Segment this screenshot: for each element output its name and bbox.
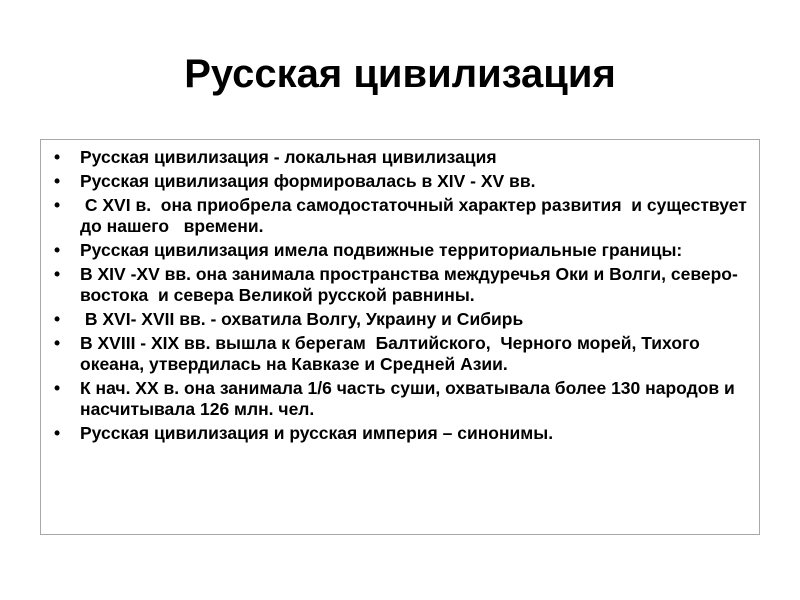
bullet-item [41,378,759,420]
bullet-icon: • [54,333,61,353]
bullet-icon: • [54,195,61,215]
bullet-text: В XVI- XVII вв. - охватила Волгу, Украину и Сибирь [80,309,524,329]
bullet-list [41,140,759,444]
bullet-item [41,147,759,168]
bullet-icon: • [54,423,61,443]
bullet-item [41,195,759,237]
bullet-icon: • [54,264,61,284]
bullet-text: В XVIII - XIX вв. вышла к берегам Балтийского, Черного морей, Тихого океана, утвердилась на Кавказе и Средней Азии. [80,333,705,374]
bullet-icon: • [54,309,61,329]
bullet-item [41,171,759,192]
bullet-item [41,240,759,261]
bullet-text: Русская цивилизация - локальная цивилизация [80,147,497,167]
bullet-icon: • [54,240,61,260]
bullet-text: Русская цивилизация и русская империя – синонимы. [80,423,554,443]
bullet-text: С XVI в. она приобрела самодостаточный характер развития и существует до нашего времени. [80,195,752,236]
content-box [40,139,760,535]
bullet-item [41,423,759,444]
bullet-item [41,264,759,306]
bullet-icon: • [54,378,61,398]
bullet-icon: • [54,147,61,167]
bullet-text: Русская цивилизация формировалась в XIV - XV вв. [80,171,536,191]
bullet-text: Русская цивилизация имела подвижные территориальные границы: [80,240,683,260]
bullet-text: К нач. XX в. она занимала 1/6 часть суши, охватывала более 130 народов и насчитывала 126 млн. чел. [80,378,740,419]
bullet-text: В XIV -XV вв. она занимала пространства междуречья Оки и Волги, северо-востока и севера Великой русской равнины. [80,264,738,305]
bullet-item [41,333,759,375]
bullet-item [41,309,759,330]
bullet-icon: • [54,171,61,191]
slide-title: Русская цивилизация [184,52,616,96]
